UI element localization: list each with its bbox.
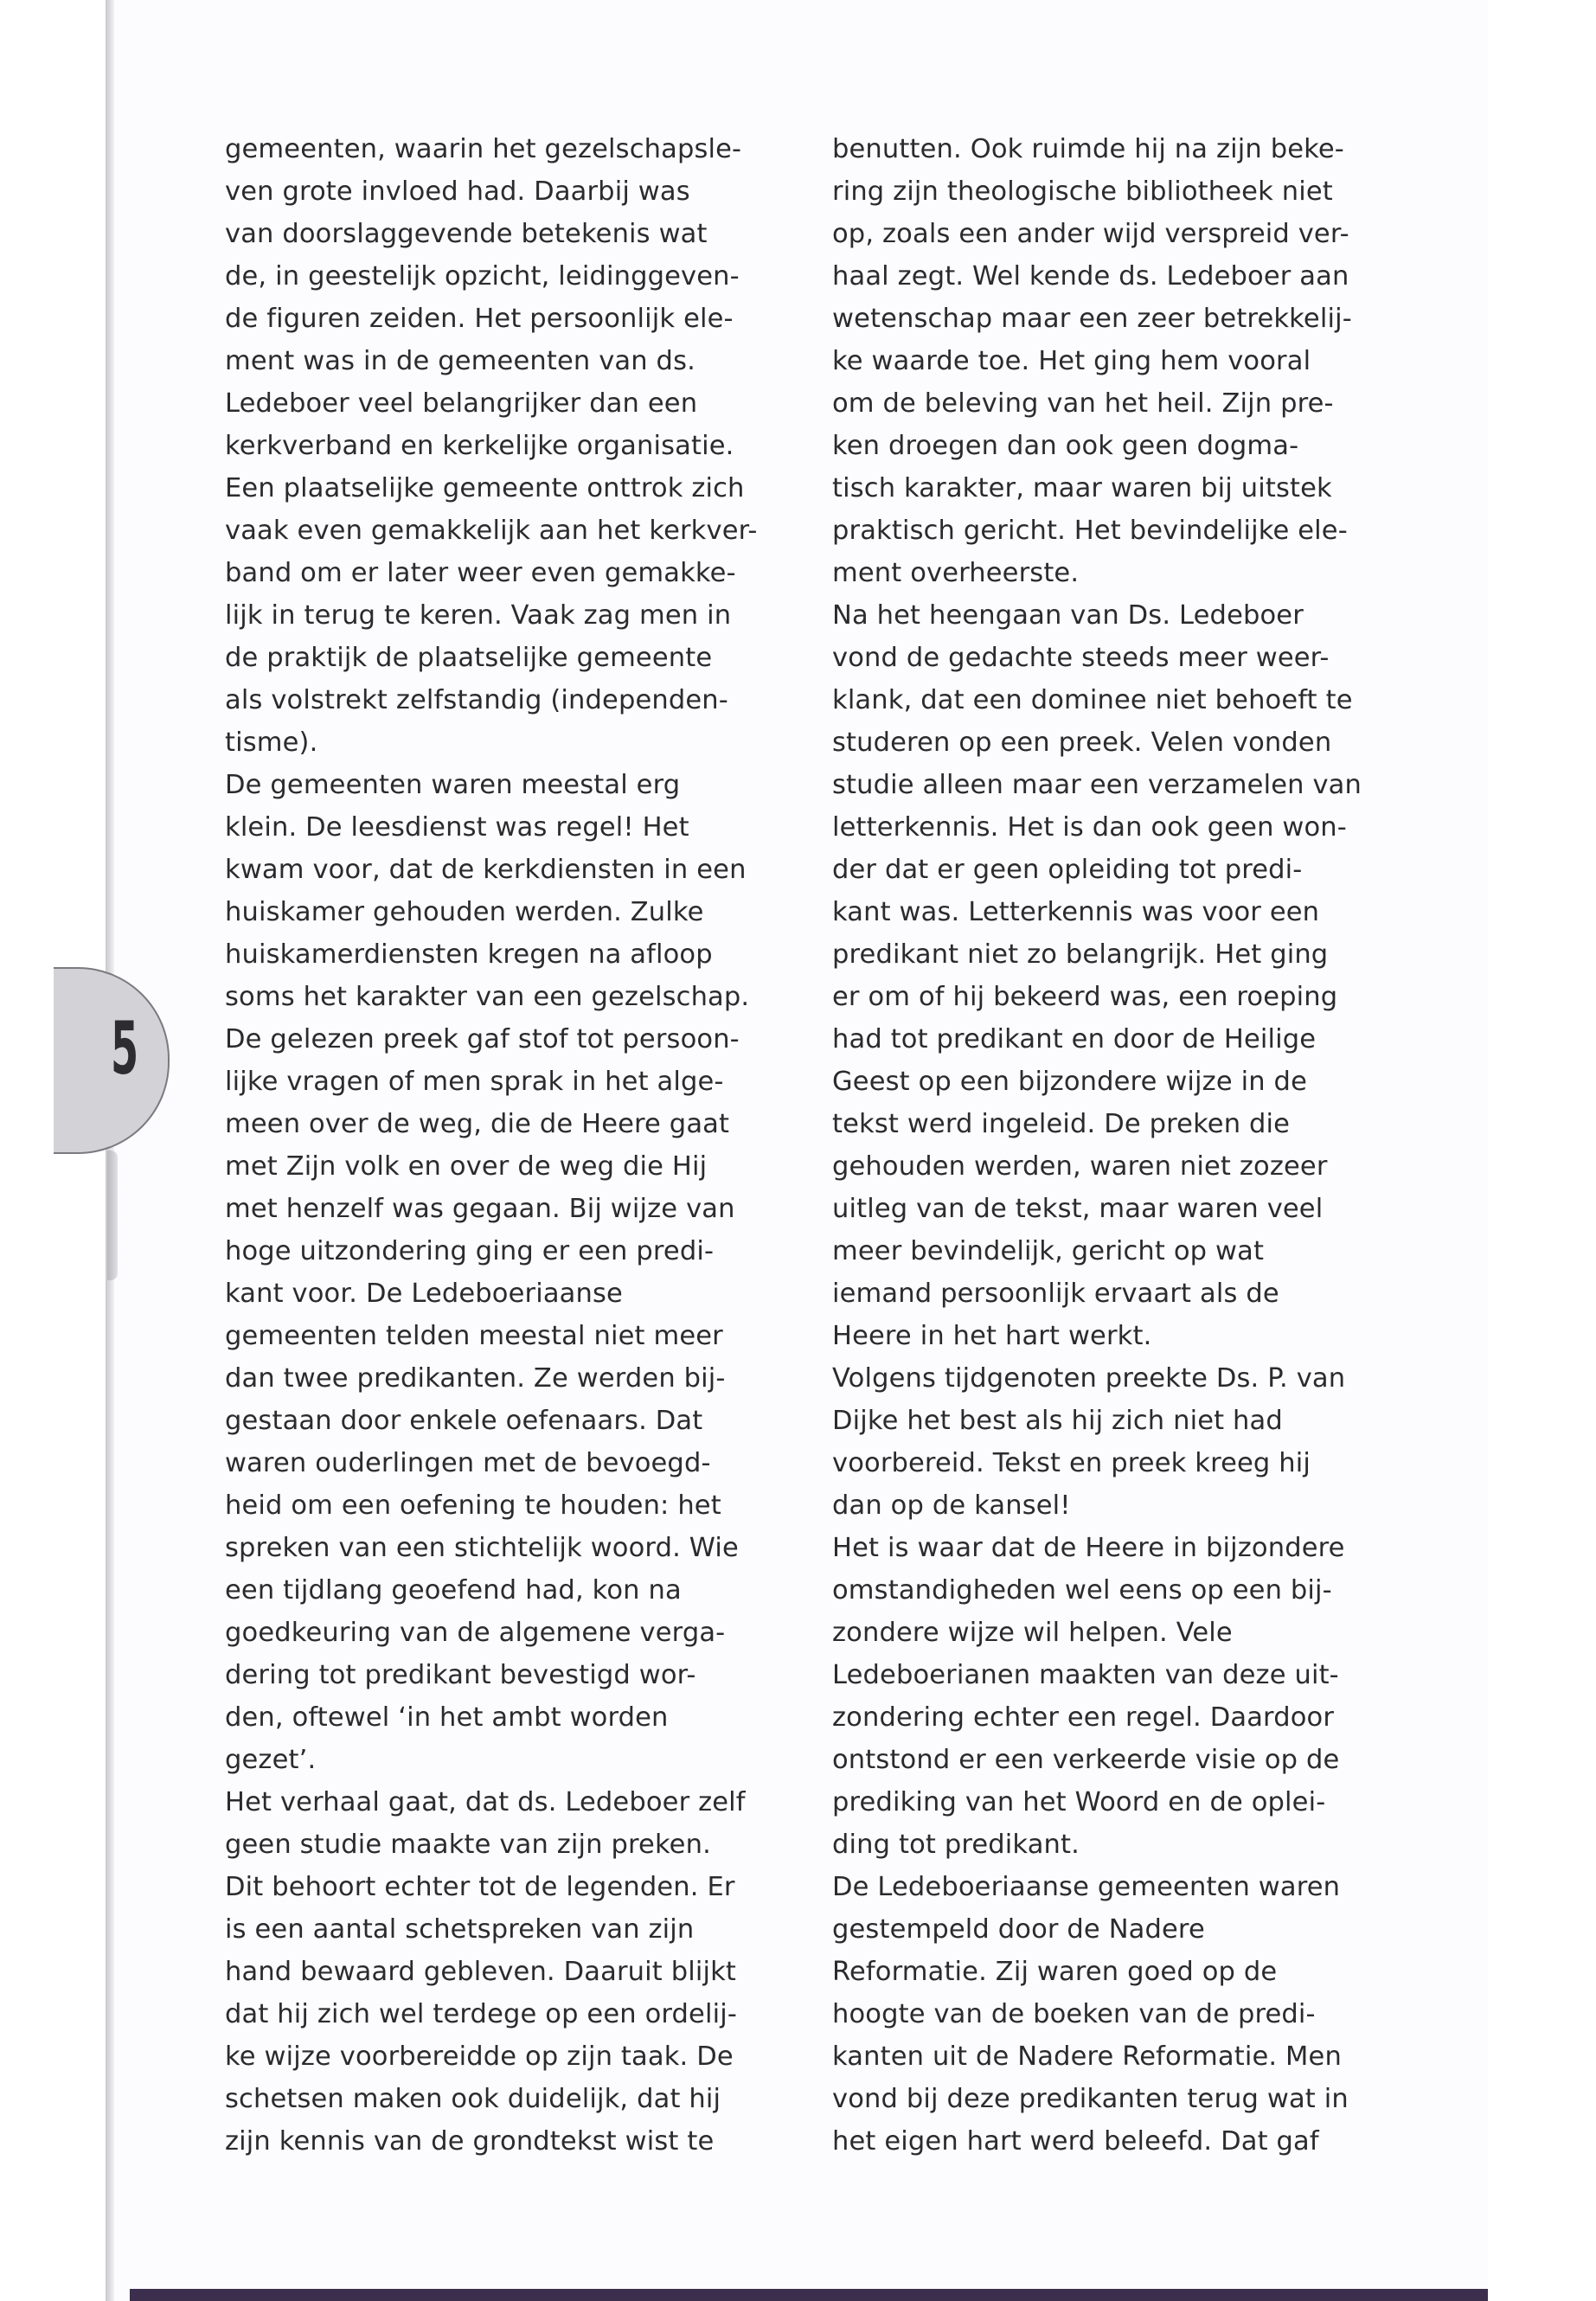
text-line: spreken van een stichtelijk woord. Wie: [225, 1533, 739, 1563]
text-line: haal zegt. Wel kende ds. Ledeboer aan: [832, 261, 1349, 292]
text-line: vond de gedachte steeds meer weer-: [832, 643, 1330, 673]
text-line: de figuren zeiden. Het persoonlijk ele-: [225, 304, 734, 334]
text-line: ontstond er een verkeerde visie op de: [832, 1745, 1340, 1775]
text-line: letterkennis. Het is dan ook geen won-: [832, 812, 1347, 843]
text-line: ven grote invloed had. Daarbij was: [225, 176, 690, 207]
text-line: geen studie maakte van zijn preken.: [225, 1830, 711, 1860]
text-line: ken droegen dan ook geen dogma-: [832, 431, 1299, 461]
text-line: heid om een oefening te houden: het: [225, 1490, 721, 1521]
text-line: ke wijze voorbereidde op zijn taak. De: [225, 2041, 734, 2072]
text-line: ment overheerste.: [832, 558, 1080, 588]
text-line: goedkeuring van de algemene verga-: [225, 1618, 726, 1648]
text-line: Een plaatselijke gemeente onttrok zich: [225, 473, 745, 503]
text-line: meer bevindelijk, gericht op wat: [832, 1236, 1265, 1266]
text-line: kant voor. De Ledeboeriaanse: [225, 1279, 623, 1309]
text-line: klank, dat een dominee niet behoeft te: [832, 685, 1353, 715]
text-line: schetsen maken ook duidelijk, dat hij: [225, 2084, 721, 2114]
text-line: Ledeboer veel belangrijker dan een: [225, 388, 698, 419]
chapter-tab-number: 5: [111, 1006, 139, 1091]
text-line: het eigen hart werd beleefd. Dat gaf: [832, 2126, 1319, 2157]
text-line: Na het heengaan van Ds. Ledeboer: [832, 600, 1304, 631]
text-line: met Zijn volk en over de weg die Hij: [225, 1151, 708, 1182]
text-line: vond bij deze predikanten terug wat in: [832, 2084, 1349, 2114]
text-line: de, in geestelijk opzicht, leidinggeven-: [225, 261, 740, 292]
text-line: Volgens tijdgenoten preekte Ds. P. van: [832, 1363, 1346, 1394]
text-line: omstandigheden wel eens op een bij-: [832, 1575, 1332, 1606]
text-line: om de beleving van het heil. Zijn pre-: [832, 388, 1334, 419]
text-line: De gemeenten waren meestal erg: [225, 770, 681, 800]
text-line: ke waarde toe. Het ging hem vooral: [832, 346, 1311, 376]
text-line: meen over de weg, die de Heere gaat: [225, 1109, 730, 1139]
text-line: Reformatie. Zij waren goed op de: [832, 1957, 1278, 1987]
text-line: kwam voor, dat de kerkdiensten in een: [225, 855, 747, 885]
text-line: wetenschap maar een zeer betrekkelij-: [832, 304, 1352, 334]
text-line: dan op de kansel!: [832, 1490, 1071, 1521]
text-line: Het is waar dat de Heere in bijzondere: [832, 1533, 1345, 1563]
text-line: soms het karakter van een gezelschap.: [225, 982, 750, 1012]
text-line: lijke vragen of men sprak in het alge-: [225, 1067, 724, 1097]
text-line: Dijke het best als hij zich niet had: [832, 1406, 1283, 1436]
text-line: uitleg van de tekst, maar waren veel: [832, 1194, 1324, 1224]
text-line: ding tot predikant.: [832, 1830, 1080, 1860]
text-line: hand bewaard gebleven. Daaruit blijkt: [225, 1957, 736, 1987]
page-right-background: [1488, 0, 1596, 2301]
text-line: dat hij zich wel terdege op een ordelij-: [225, 1999, 737, 2029]
text-line: hoogte van de boeken van de predi-: [832, 1999, 1316, 2029]
text-line: dan twee predikanten. Ze werden bij-: [225, 1363, 726, 1394]
text-line: zijn kennis van de grondtekst wist te: [225, 2126, 715, 2157]
text-line: voorbereid. Tekst en preek kreeg hij: [832, 1448, 1311, 1478]
text-line: tisch karakter, maar waren bij uitstek: [832, 473, 1332, 503]
text-line: lijk in terug te keren. Vaak zag men in: [225, 600, 732, 631]
text-line: band om er later weer even gemakke-: [225, 558, 736, 588]
text-line: had tot predikant en door de Heilige: [832, 1024, 1317, 1054]
chapter-tab-stem: [107, 1150, 118, 1280]
text-line: gezet’.: [225, 1745, 317, 1775]
text-line: vaak even gemakkelijk aan het kerkver-: [225, 516, 758, 546]
text-line: dering tot predikant bevestigd wor-: [225, 1660, 696, 1690]
text-line: studie alleen maar een verzamelen van: [832, 770, 1362, 800]
text-line: gemeenten, waarin het gezelschapsle-: [225, 134, 742, 164]
text-line: tisme).: [225, 727, 318, 758]
text-line: gestaan door enkele oefenaars. Dat: [225, 1406, 703, 1436]
text-line: als volstrekt zelfstandig (independen-: [225, 685, 728, 715]
text-line: waren ouderlingen met de bevoegd-: [225, 1448, 711, 1478]
text-line: op, zoals een ander wijd verspreid ver-: [832, 219, 1349, 249]
text-line: hoge uitzondering ging er een predi-: [225, 1236, 715, 1266]
text-line: huiskamerdiensten kregen na afloop: [225, 939, 713, 970]
text-column-left: [225, 128, 796, 2163]
text-line: den, oftewel ‘in het ambt worden: [225, 1702, 669, 1733]
text-line: Het verhaal gaat, dat ds. Ledeboer zelf: [225, 1787, 746, 1817]
text-line: iemand persoonlijk ervaart als de: [832, 1279, 1279, 1309]
text-line: gehouden werden, waren niet zozeer: [832, 1151, 1328, 1182]
text-line: studeren op een preek. Velen vonden: [832, 727, 1332, 758]
text-line: de praktijk de plaatselijke gemeente: [225, 643, 713, 673]
text-line: kant was. Letterkennis was voor een: [832, 897, 1320, 927]
text-line: met henzelf was gegaan. Bij wijze van: [225, 1194, 735, 1224]
text-line: prediking van het Woord en de oplei-: [832, 1787, 1326, 1817]
text-line: tekst werd ingeleid. De preken die: [832, 1109, 1291, 1139]
text-line: is een aantal schetspreken van zijn: [225, 1914, 695, 1945]
text-line: er om of hij bekeerd was, een roeping: [832, 982, 1338, 1012]
bottom-color-band: [130, 2289, 1488, 2301]
text-line: der dat er geen opleiding tot predi-: [832, 855, 1303, 885]
text-line: gemeenten telden meestal niet meer: [225, 1321, 723, 1351]
text-line: predikant niet zo belangrijk. Het ging: [832, 939, 1329, 970]
text-line: De gelezen preek gaf stof tot persoon-: [225, 1024, 740, 1054]
text-line: een tijdlang geoefend had, kon na: [225, 1575, 682, 1606]
text-line: zondere wijze wil helpen. Vele: [832, 1618, 1233, 1648]
text-line: kerkverband en kerkelijke organisatie.: [225, 431, 734, 461]
text-line: van doorslaggevende betekenis wat: [225, 219, 708, 249]
text-line: Geest op een bijzondere wijze in de: [832, 1067, 1307, 1097]
text-line: benutten. Ook ruimde hij na zijn beke-: [832, 134, 1344, 164]
text-line: gestempeld door de Nadere: [832, 1914, 1205, 1945]
text-line: kanten uit de Nadere Reformatie. Men: [832, 2041, 1342, 2072]
text-line: huiskamer gehouden werden. Zulke: [225, 897, 704, 927]
text-column-right: [832, 128, 1403, 2163]
text-line: Ledeboerianen maakten van deze uit-: [832, 1660, 1339, 1690]
text-line: klein. De leesdienst was regel! Het: [225, 812, 689, 843]
text-line: Heere in het hart werkt.: [832, 1321, 1152, 1351]
text-line: ring zijn theologische bibliotheek niet: [832, 176, 1333, 207]
text-line: praktisch gericht. Het bevindelijke ele-: [832, 516, 1348, 546]
text-line: zondering echter een regel. Daardoor: [832, 1702, 1335, 1733]
text-line: ment was in de gemeenten van ds.: [225, 346, 695, 376]
text-line: De Ledeboeriaanse gemeenten waren: [832, 1872, 1341, 1902]
text-line: Dit behoort echter tot de legenden. Er: [225, 1872, 735, 1902]
